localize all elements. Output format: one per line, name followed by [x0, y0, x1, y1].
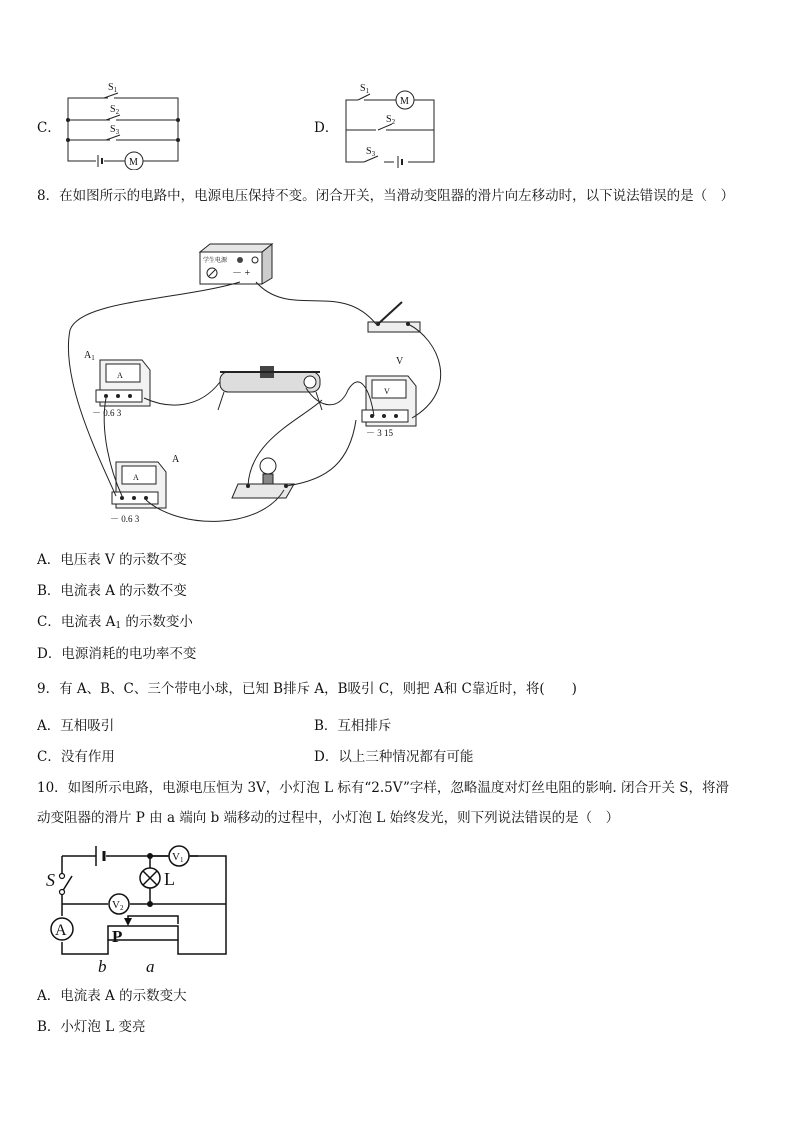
- svg-text:学生电源: 学生电源: [203, 258, 228, 264]
- q7-option-c-label: C．: [37, 120, 61, 136]
- lamp-l: L: [164, 869, 175, 889]
- d-s3: $S_3$: [366, 146, 376, 158]
- c-s2: $S_2$: [110, 104, 120, 116]
- a1-label: $A_1$: [84, 350, 95, 362]
- end-a: a: [146, 957, 155, 976]
- q10-circuit-figure: [38, 842, 238, 982]
- c-s3: $S_3$: [110, 124, 120, 136]
- q7-circuit-c: [58, 78, 188, 170]
- q9-option-a: A．互相吸引: [37, 718, 115, 734]
- q8-option-a: A．电压表 V 的示数不变: [37, 552, 187, 568]
- bulb: [232, 458, 294, 498]
- svg-text:V: V: [384, 387, 390, 396]
- voltmeter-v2: V2: [112, 899, 124, 912]
- q8-circuit-figure: [60, 240, 460, 530]
- end-b: b: [98, 957, 107, 976]
- c-s1: $S_1$: [108, 82, 118, 94]
- q8-stem: 8．在如图所示的电路中，电源电压保持不变。闭合开关，当滑动变阻器的滑片向左移动时，以下说法错误的是（ ）: [37, 188, 735, 204]
- a-label: A: [172, 454, 180, 465]
- c-motor: M: [129, 157, 138, 168]
- switch: [368, 302, 420, 332]
- q9-stem: 9．有 A、B、C、三个带电小球，已知 B排斥 A，B吸引 C，则把 A和 C靠近时，将( ): [37, 681, 577, 697]
- q10-stem-line1: 10．如图所示电路，电源电压恒为 3V，小灯泡 L 标有“2.5V”字样，忽略温度对灯丝电阻的影响. 闭合开关 S，将滑: [37, 780, 729, 796]
- ammeter-a1: [96, 360, 150, 406]
- q9-option-c: C．没有作用: [37, 749, 115, 765]
- a-scale: － 0.6 3: [110, 514, 140, 524]
- svg-text:A: A: [117, 371, 123, 380]
- q7-circuit-d: [336, 80, 446, 170]
- voltmeter-v: [362, 376, 416, 426]
- q8-option-b: B．电流表 A 的示数不变: [37, 583, 187, 599]
- d-s2: $S_2$: [386, 114, 396, 126]
- q8-option-c: C．电流表 $A_1$ 的示数变小: [37, 614, 193, 631]
- a1-scale: － 0.6 3: [92, 408, 122, 418]
- q8-option-d: D．电源消耗的电功率不变: [37, 646, 197, 662]
- v-label: V: [396, 356, 404, 367]
- d-motor: M: [400, 96, 409, 107]
- switch-s: S: [46, 870, 55, 890]
- q9-option-b: B．互相排斥: [314, 718, 392, 734]
- q9-option-d: D．以上三种情况都有可能: [314, 749, 474, 765]
- q10-option-a: A．电流表 A 的示数变大: [37, 988, 187, 1004]
- ammeter-a: A: [55, 922, 67, 939]
- d-s1: $S_1$: [360, 83, 370, 95]
- v-scale: － 3 15: [366, 428, 394, 438]
- q10-option-b: B．小灯泡 L 变亮: [37, 1019, 146, 1035]
- power-supply: [200, 244, 272, 284]
- svg-text:A: A: [133, 473, 139, 482]
- ammeter-a: [112, 462, 166, 508]
- q7-option-d-label: D．: [314, 120, 339, 136]
- voltmeter-v1: V1: [172, 851, 184, 864]
- slider-p: P: [112, 927, 123, 946]
- svg-text:－ +: － +: [232, 268, 251, 279]
- q10-stem-line2: 动变阻器的滑片 P 由 a 端向 b 端移动的过程中，小灯泡 L 始终发光，则下列说法错误的是（ ）: [37, 810, 620, 826]
